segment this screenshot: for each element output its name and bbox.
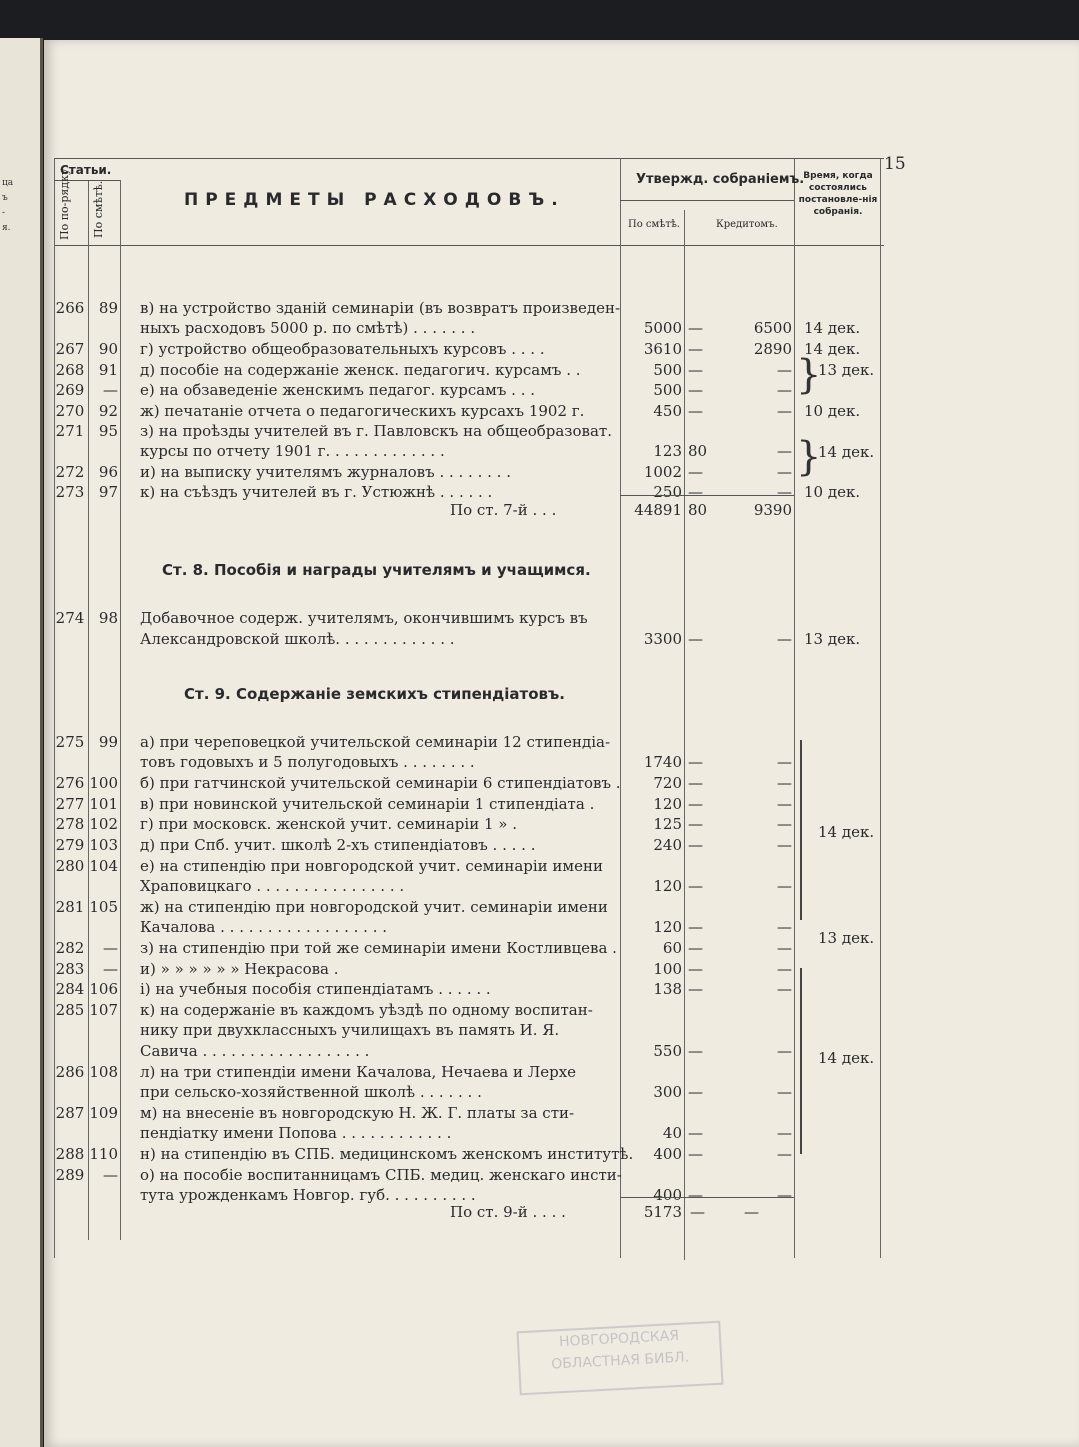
- row-description: л) на три стипендіи имени Качалова, Нечаева и Лерхе: [140, 1063, 577, 1081]
- row-credit-amount: —: [777, 774, 792, 792]
- row-credit-amount: —: [777, 1042, 792, 1060]
- header-by-smeta: По смѣтѣ.: [628, 219, 681, 230]
- row-estimate-number: 108: [89, 1063, 118, 1081]
- row-description: Качалова . . . . . . . . . . . . . . . . . .: [140, 918, 388, 936]
- row-time: 13 дек.: [804, 630, 861, 648]
- row-time: 14 дек.: [804, 319, 861, 337]
- row-credit-amount: —: [777, 918, 792, 936]
- row-description: о) на пособіе воспитанницамъ СПБ. медиц. женскаго инсти-: [140, 1166, 622, 1184]
- row-smeta-kopecks: —: [688, 980, 703, 998]
- group-time-1: 13 дек.: [818, 361, 875, 379]
- row-credit-amount: —: [777, 815, 792, 833]
- row-smeta-amount: 500: [653, 361, 682, 379]
- row-smeta-amount: 240: [653, 836, 682, 854]
- row-description: и) » » » » » » Некрасова .: [140, 960, 339, 978]
- row-smeta-amount: 60: [662, 939, 682, 957]
- row-smeta-amount: 1002: [643, 463, 682, 481]
- row-number: 283: [55, 960, 85, 978]
- row-description: д) пособіе на содержаніе женск. педагогич. курсамъ . .: [140, 361, 581, 379]
- row-credit-amount: —: [777, 753, 792, 771]
- brace: }: [796, 434, 822, 480]
- row-credit-amount: —: [777, 1124, 792, 1142]
- header-by-credit: Кредитомъ.: [716, 219, 778, 230]
- row-number: 272: [55, 463, 85, 481]
- row-description: Добавочное содерж. учителямъ, окончившимъ курсъ въ: [140, 609, 588, 627]
- left-stub: ца: [2, 178, 14, 188]
- row-smeta-amount: 123: [653, 442, 682, 460]
- row-description: Савича . . . . . . . . . . . . . . . . . .: [140, 1042, 370, 1060]
- row-number: 279: [55, 836, 85, 854]
- row-smeta-kopecks: —: [688, 877, 703, 895]
- row-description: е) на стипендію при новгородской учит. семинаріи имени: [140, 857, 603, 875]
- row-description: г) устройство общеобразовательныхъ курсовъ . . . .: [140, 340, 545, 358]
- row-number: 278: [55, 815, 85, 833]
- row-credit-amount: —: [777, 381, 792, 399]
- row-credit-amount: —: [777, 463, 792, 481]
- row-smeta-kopecks: —: [688, 630, 703, 648]
- row-smeta-kopecks: —: [688, 753, 703, 771]
- row-time: 10 дек.: [804, 402, 861, 420]
- row-credit-amount: —: [777, 361, 792, 379]
- row-smeta-amount: 1740: [643, 753, 682, 771]
- row-smeta-amount: 550: [653, 1042, 682, 1060]
- row-description: ж) печатаніе отчета о педагогическихъ курсахъ 1902 г.: [140, 402, 585, 420]
- row-description: з) на стипендію при той же семинаріи имени Костливцева .: [140, 939, 617, 957]
- row-smeta-kopecks: —: [688, 815, 703, 833]
- header-title: ПРЕДМЕТЫ РАСХОДОВЪ.: [184, 190, 565, 210]
- row-number: 270: [55, 402, 85, 420]
- total-9-smeta-kop: —: [690, 1203, 705, 1221]
- row-description: г) при московск. женской учит. семинаріи 1 » .: [140, 815, 517, 833]
- row-credit-amount: —: [777, 877, 792, 895]
- row-smeta-kopecks: —: [688, 960, 703, 978]
- total-7-smeta: 44891: [634, 501, 682, 519]
- row-estimate-number: 105: [89, 898, 118, 916]
- row-description: а) при череповецкой учительской семинаріи 12 стипендіа-: [140, 733, 611, 751]
- row-description: и) на выписку учителямъ журналовъ . . . . . . . .: [140, 463, 511, 481]
- row-number: 286: [55, 1063, 85, 1081]
- row-smeta-kopecks: —: [688, 381, 703, 399]
- row-smeta-kopecks: —: [688, 340, 703, 358]
- row-number: 287: [55, 1104, 85, 1122]
- row-number: 269: [55, 381, 85, 399]
- row-estimate-number: —: [103, 939, 118, 957]
- row-estimate-number: 100: [89, 774, 118, 792]
- left-stub: -: [2, 208, 6, 218]
- row-number: 285: [55, 1001, 85, 1019]
- row-smeta-amount: 120: [653, 795, 682, 813]
- section-8-heading: Ст. 8. Пособія и награды учителямъ и учащимся.: [162, 561, 591, 579]
- row-smeta-amount: 400: [653, 1186, 682, 1204]
- row-smeta-kopecks: —: [688, 361, 703, 379]
- row-estimate-number: 96: [98, 463, 118, 481]
- row-number: 284: [55, 980, 85, 998]
- left-stub: ъ: [2, 193, 8, 203]
- row-description: курсы по отчету 1901 г. . . . . . . . . . . . .: [140, 442, 445, 460]
- row-estimate-number: 109: [89, 1104, 118, 1122]
- row-description: ныхъ расходовъ 5000 р. по смѣтѣ) . . . . . . .: [140, 319, 476, 337]
- row-smeta-amount: 3610: [643, 340, 682, 358]
- row-smeta-amount: 5000: [643, 319, 682, 337]
- group-time-2: 14 дек.: [818, 443, 875, 461]
- row-description: б) при гатчинской учительской семинаріи 6 стипендіатовъ .: [140, 774, 621, 792]
- row-description: з) на проѣзды учителей въ г. Павловскъ на общеобразоват.: [140, 422, 612, 440]
- row-time: 14 дек.: [804, 340, 861, 358]
- row-credit-amount: —: [777, 939, 792, 957]
- row-description: к) на содержаніе въ каждомъ уѣздѣ по одному воспитан-: [140, 1001, 593, 1019]
- row-smeta-kopecks: —: [688, 1042, 703, 1060]
- row-smeta-kopecks: —: [688, 918, 703, 936]
- row-estimate-number: 110: [89, 1145, 118, 1163]
- row-smeta-amount: 120: [653, 877, 682, 895]
- row-number: 281: [55, 898, 85, 916]
- row-credit-amount: —: [777, 795, 792, 813]
- row-estimate-number: 90: [98, 340, 118, 358]
- row-number: 268: [55, 361, 85, 379]
- row-number: 289: [55, 1166, 85, 1184]
- total-9-smeta: 5173: [643, 1203, 682, 1221]
- row-smeta-amount: 500: [653, 381, 682, 399]
- row-credit-amount: —: [777, 980, 792, 998]
- row-smeta-kopecks: —: [688, 483, 703, 501]
- row-smeta-amount: 450: [653, 402, 682, 420]
- row-number: 275: [55, 733, 85, 751]
- row-number: 271: [55, 422, 85, 440]
- row-description: к) на съѣздъ учителей въ г. Устюжнѣ . . . . . .: [140, 483, 493, 501]
- row-number: 276: [55, 774, 85, 792]
- header-by-order: По по-рядку.: [58, 165, 71, 240]
- row-number: 277: [55, 795, 85, 813]
- row-description: Храповицкаго . . . . . . . . . . . . . . . .: [140, 877, 405, 895]
- row-smeta-kopecks: —: [688, 774, 703, 792]
- header-articles: Статьи.: [60, 163, 112, 177]
- row-estimate-number: 103: [89, 836, 118, 854]
- left-page-edge: [0, 38, 43, 1447]
- row-estimate-number: 101: [89, 795, 118, 813]
- row-description: н) на стипендію въ СПБ. медицинскомъ женскомъ институтѣ.: [140, 1145, 634, 1163]
- row-description: пендіатку имени Попова . . . . . . . . . . . .: [140, 1124, 452, 1142]
- group-time-3: 14 дек.: [818, 823, 875, 841]
- total-9-credit: —: [744, 1203, 759, 1221]
- row-smeta-kopecks: —: [688, 1145, 703, 1163]
- row-smeta-amount: 125: [653, 815, 682, 833]
- brace: }: [796, 352, 822, 398]
- row-smeta-kopecks: 80: [688, 442, 708, 460]
- row-estimate-number: —: [103, 1166, 118, 1184]
- row-smeta-amount: 300: [653, 1083, 682, 1101]
- row-description: нику при двухклассныхъ училищахъ въ память И. Я.: [140, 1021, 560, 1039]
- row-number: 282: [55, 939, 85, 957]
- row-description: в) при новинской учительской семинаріи 1 стипендіата .: [140, 795, 595, 813]
- row-description: і) на учебныя пособія стипендіатамъ . . . . . .: [140, 980, 491, 998]
- row-credit-amount: —: [777, 402, 792, 420]
- document-page: [44, 40, 1079, 1447]
- row-smeta-kopecks: —: [688, 1186, 703, 1204]
- row-estimate-number: 89: [98, 299, 118, 317]
- row-estimate-number: —: [103, 381, 118, 399]
- row-description: м) на внесеніе въ новгородскую Н. Ж. Г. платы за сти-: [140, 1104, 575, 1122]
- header-time: Время, когда состоялись постановле-нія собранія.: [798, 171, 878, 217]
- row-time: 10 дек.: [804, 483, 861, 501]
- row-credit-amount: —: [777, 1186, 792, 1204]
- total-7-smeta-kop: 80: [688, 501, 708, 519]
- row-estimate-number: 107: [89, 1001, 118, 1019]
- header-approved: Утвержд. собраніемъ.: [636, 172, 805, 187]
- row-credit-amount: 2890: [753, 340, 792, 358]
- total-9-label: По ст. 9-й . . . .: [450, 1203, 566, 1221]
- row-credit-amount: 6500: [753, 319, 792, 337]
- row-estimate-number: 97: [98, 483, 118, 501]
- row-number: 267: [55, 340, 85, 358]
- header-by-estimate: По смѣтѣ.: [92, 180, 105, 238]
- total-7-label: По ст. 7-й . . .: [450, 501, 557, 519]
- row-description: д) при Спб. учит. школѣ 2-хъ стипендіатовъ . . . . .: [140, 836, 536, 854]
- row-smeta-kopecks: —: [688, 1083, 703, 1101]
- row-description: тута урожденкамъ Новгор. губ. . . . . . . . . .: [140, 1186, 476, 1204]
- row-estimate-number: 104: [89, 857, 118, 875]
- row-estimate-number: 99: [98, 733, 118, 751]
- row-estimate-number: 95: [98, 422, 118, 440]
- row-estimate-number: —: [103, 960, 118, 978]
- row-smeta-kopecks: —: [688, 836, 703, 854]
- row-smeta-amount: 138: [653, 980, 682, 998]
- row-credit-amount: —: [777, 1083, 792, 1101]
- row-smeta-amount: 40: [662, 1124, 682, 1142]
- row-estimate-number: 102: [89, 815, 118, 833]
- section-9-heading: Ст. 9. Содержаніе земскихъ стипендіатовъ.: [184, 685, 566, 703]
- row-description: в) на устройство зданій семинаріи (въ возвратъ произведен-: [140, 299, 621, 317]
- row-credit-amount: —: [777, 483, 792, 501]
- row-description: е) на обзаведеніе женскимъ педагог. курсамъ . . .: [140, 381, 535, 399]
- row-smeta-amount: 250: [653, 483, 682, 501]
- row-description: ж) на стипендію при новгородской учит. семинаріи имени: [140, 898, 608, 916]
- row-number: 266: [55, 299, 85, 317]
- row-number: 273: [55, 483, 85, 501]
- row-smeta-amount: 100: [653, 960, 682, 978]
- left-stub: я.: [2, 223, 11, 233]
- row-number: 274: [55, 609, 85, 627]
- row-smeta-amount: 3300: [643, 630, 682, 648]
- row-smeta-kopecks: —: [688, 939, 703, 957]
- row-estimate-number: 91: [98, 361, 118, 379]
- row-number: 280: [55, 857, 85, 875]
- row-smeta-kopecks: —: [688, 795, 703, 813]
- row-credit-amount: —: [777, 442, 792, 460]
- row-description: товъ годовыхъ и 5 полугодовыхъ . . . . . . . .: [140, 753, 475, 771]
- page-number: 15: [884, 154, 906, 174]
- row-estimate-number: 106: [89, 980, 118, 998]
- row-credit-amount: —: [777, 630, 792, 648]
- row-credit-amount: —: [777, 836, 792, 854]
- row-estimate-number: 92: [98, 402, 118, 420]
- row-estimate-number: 98: [98, 609, 118, 627]
- row-smeta-kopecks: —: [688, 463, 703, 481]
- group-time-5: 14 дек.: [818, 1049, 875, 1067]
- total-7-credit: 9390: [753, 501, 792, 519]
- row-smeta-amount: 120: [653, 918, 682, 936]
- row-smeta-amount: 400: [653, 1145, 682, 1163]
- row-credit-amount: —: [777, 960, 792, 978]
- row-credit-amount: —: [777, 1145, 792, 1163]
- group-time-4: 13 дек.: [818, 929, 875, 947]
- library-stamp: НОВГОРОДСКАЯ ОБЛАСТНАЯ БИБЛ.: [516, 1321, 723, 1396]
- row-smeta-amount: 720: [653, 774, 682, 792]
- row-number: 288: [55, 1145, 85, 1163]
- row-smeta-kopecks: —: [688, 319, 703, 337]
- row-description: Александровской школѣ. . . . . . . . . . . . .: [140, 630, 455, 648]
- row-smeta-kopecks: —: [688, 1124, 703, 1142]
- row-description: при сельско-хозяйственной школѣ . . . . . . .: [140, 1083, 482, 1101]
- row-smeta-kopecks: —: [688, 402, 703, 420]
